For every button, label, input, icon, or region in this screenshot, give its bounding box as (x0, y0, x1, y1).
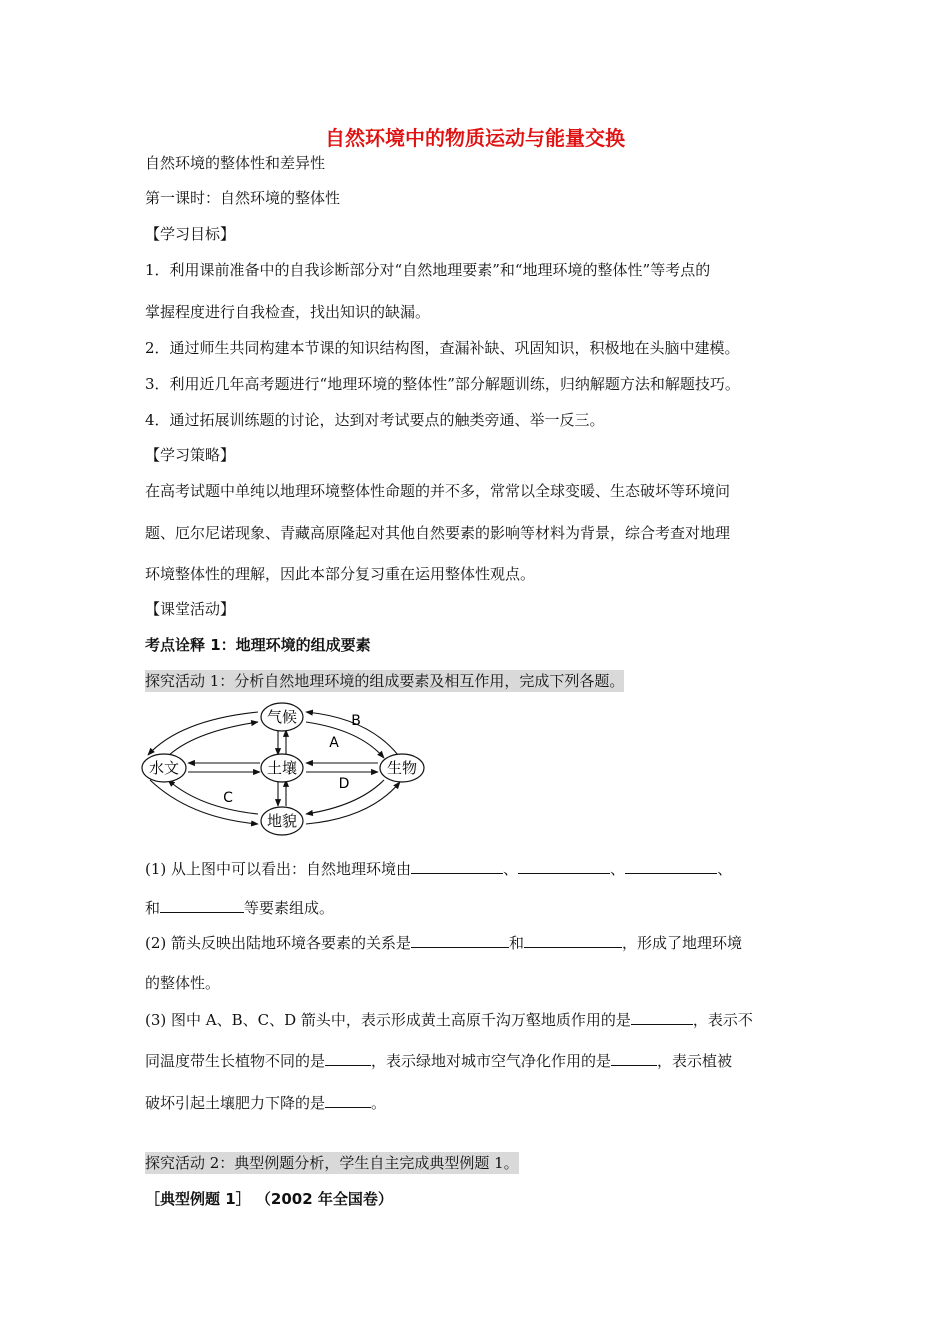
question-1-line-2 (145, 897, 334, 919)
question-1-text: 等要素组成。 (244, 899, 335, 917)
explore-activity-1: 探究活动 1：分析自然地理环境的组成要素及相互作用，完成下列各题。 (145, 672, 625, 690)
goals-heading: 【学习目标】 (145, 225, 236, 243)
answer-blank[interactable] (411, 932, 509, 948)
answer-blank[interactable] (625, 858, 717, 874)
answer-blank[interactable] (611, 1050, 657, 1066)
answer-blank[interactable] (411, 858, 503, 874)
answer-blank[interactable] (524, 932, 622, 948)
arrow-hydrology-to-climate (166, 722, 258, 758)
question-3-line-3 (145, 1092, 386, 1114)
question-3-text: 破坏引起土壤肥力下降的是 (145, 1094, 326, 1112)
question-3-text: ，表示植被 (657, 1052, 733, 1070)
answer-blank[interactable] (518, 858, 610, 874)
node-landform-label: 地貌 (266, 812, 298, 830)
label-a: A (329, 735, 339, 751)
question-2-text: (2) 箭头反映出陆地环境各要素的关系是 (145, 934, 412, 952)
arrow-climate-to-biology (306, 722, 384, 758)
strategy-line-2: 题、厄尔尼诺现象、青藏高原隆起对其他自然要素的影响等材料为背景，综合考查对地理 (145, 524, 731, 542)
question-3-text: ，表示绿地对城市空气净化作用的是 (371, 1052, 612, 1070)
answer-blank[interactable] (325, 1092, 371, 1108)
separator: 、 (503, 860, 519, 878)
question-1-text: 和 (145, 899, 161, 917)
question-3-text: 同温度带生长植物不同的是 (145, 1052, 326, 1070)
question-3-text: (3) 图中 A、B、C、D 箭头中，表示形成黄土高原千沟万壑地质作用的是 (145, 1011, 631, 1029)
label-c: C (223, 790, 233, 806)
question-1-text: (1) 从上图中可以看出：自然地理环境由 (145, 860, 412, 878)
question-3-line-1 (145, 1009, 753, 1031)
typical-example-1: ［典型例题 1］ （2002 年全国卷） (145, 1190, 393, 1208)
question-2-text: ，形成了地理环境 (622, 934, 743, 952)
goal-item-3: 3．利用近几年高考题进行“地理环境的整体性”部分解题训练，归纳解题方法和解题技巧。 (145, 375, 740, 393)
label-d: D (338, 776, 350, 792)
answer-blank[interactable] (325, 1050, 371, 1066)
lesson-title: 第一课时：自然环境的整体性 (145, 189, 341, 207)
goal-item-1-line-1: 1．利用课前准备中的自我诊断部分对“自然地理要素”和“地理环境的整体性”等考点的 (145, 261, 711, 279)
node-climate-label: 气候 (266, 708, 298, 726)
arrow-landform-to-hydrology (168, 780, 258, 814)
answer-blank[interactable] (160, 897, 244, 913)
goal-item-1-line-2: 掌握程度进行自我检查，找出知识的缺漏。 (145, 303, 431, 321)
goal-item-4: 4．通过拓展训练题的讨论，达到对考试要点的触类旁通、举一反三。 (145, 411, 605, 429)
node-soil-label: 土壤 (266, 759, 298, 777)
goal-item-2: 2．通过师生共同构建本节课的知识结构图，查漏补缺、巩固知识，积极地在头脑中建模。 (145, 339, 740, 357)
separator: 、 (717, 860, 733, 878)
explore-activity-2: 探究活动 2：典型例题分析，学生自主完成典型例题 1。 (145, 1154, 519, 1172)
separator: 、 (610, 860, 626, 878)
exam-point-1: 考点诠释 1：地理环境的组成要素 (145, 636, 371, 654)
question-2-line-2: 的整体性。 (145, 974, 221, 992)
question-3-text: ，表示不 (692, 1011, 753, 1029)
arrow-landform-to-biology (306, 782, 400, 824)
question-3-line-2 (145, 1050, 732, 1072)
document-title: 自然环境中的物质运动与能量交换 (325, 126, 625, 150)
label-b: B (351, 713, 361, 729)
node-hydrology-label: 水文 (148, 759, 180, 777)
geography-elements-diagram (140, 700, 440, 840)
question-1-line-1 (145, 858, 732, 880)
strategy-heading: 【学习策略】 (145, 446, 236, 464)
question-2-line-1 (145, 932, 742, 954)
arrow-climate-to-hydrology (148, 712, 258, 755)
question-3-text: 。 (371, 1094, 387, 1112)
section-subtitle: 自然环境的整体性和差异性 (145, 154, 326, 172)
answer-blank[interactable] (631, 1009, 693, 1025)
node-biology-label: 生物 (386, 759, 418, 777)
activities-heading: 【课堂活动】 (145, 600, 236, 618)
question-2-text: 和 (509, 934, 525, 952)
strategy-line-1: 在高考试题中单纯以地理环境整体性命题的并不多，常常以全球变暖、生态破坏等环境问 (145, 482, 731, 500)
strategy-line-3: 环境整体性的理解，因此本部分复习重在运用整体性观点。 (145, 565, 536, 583)
